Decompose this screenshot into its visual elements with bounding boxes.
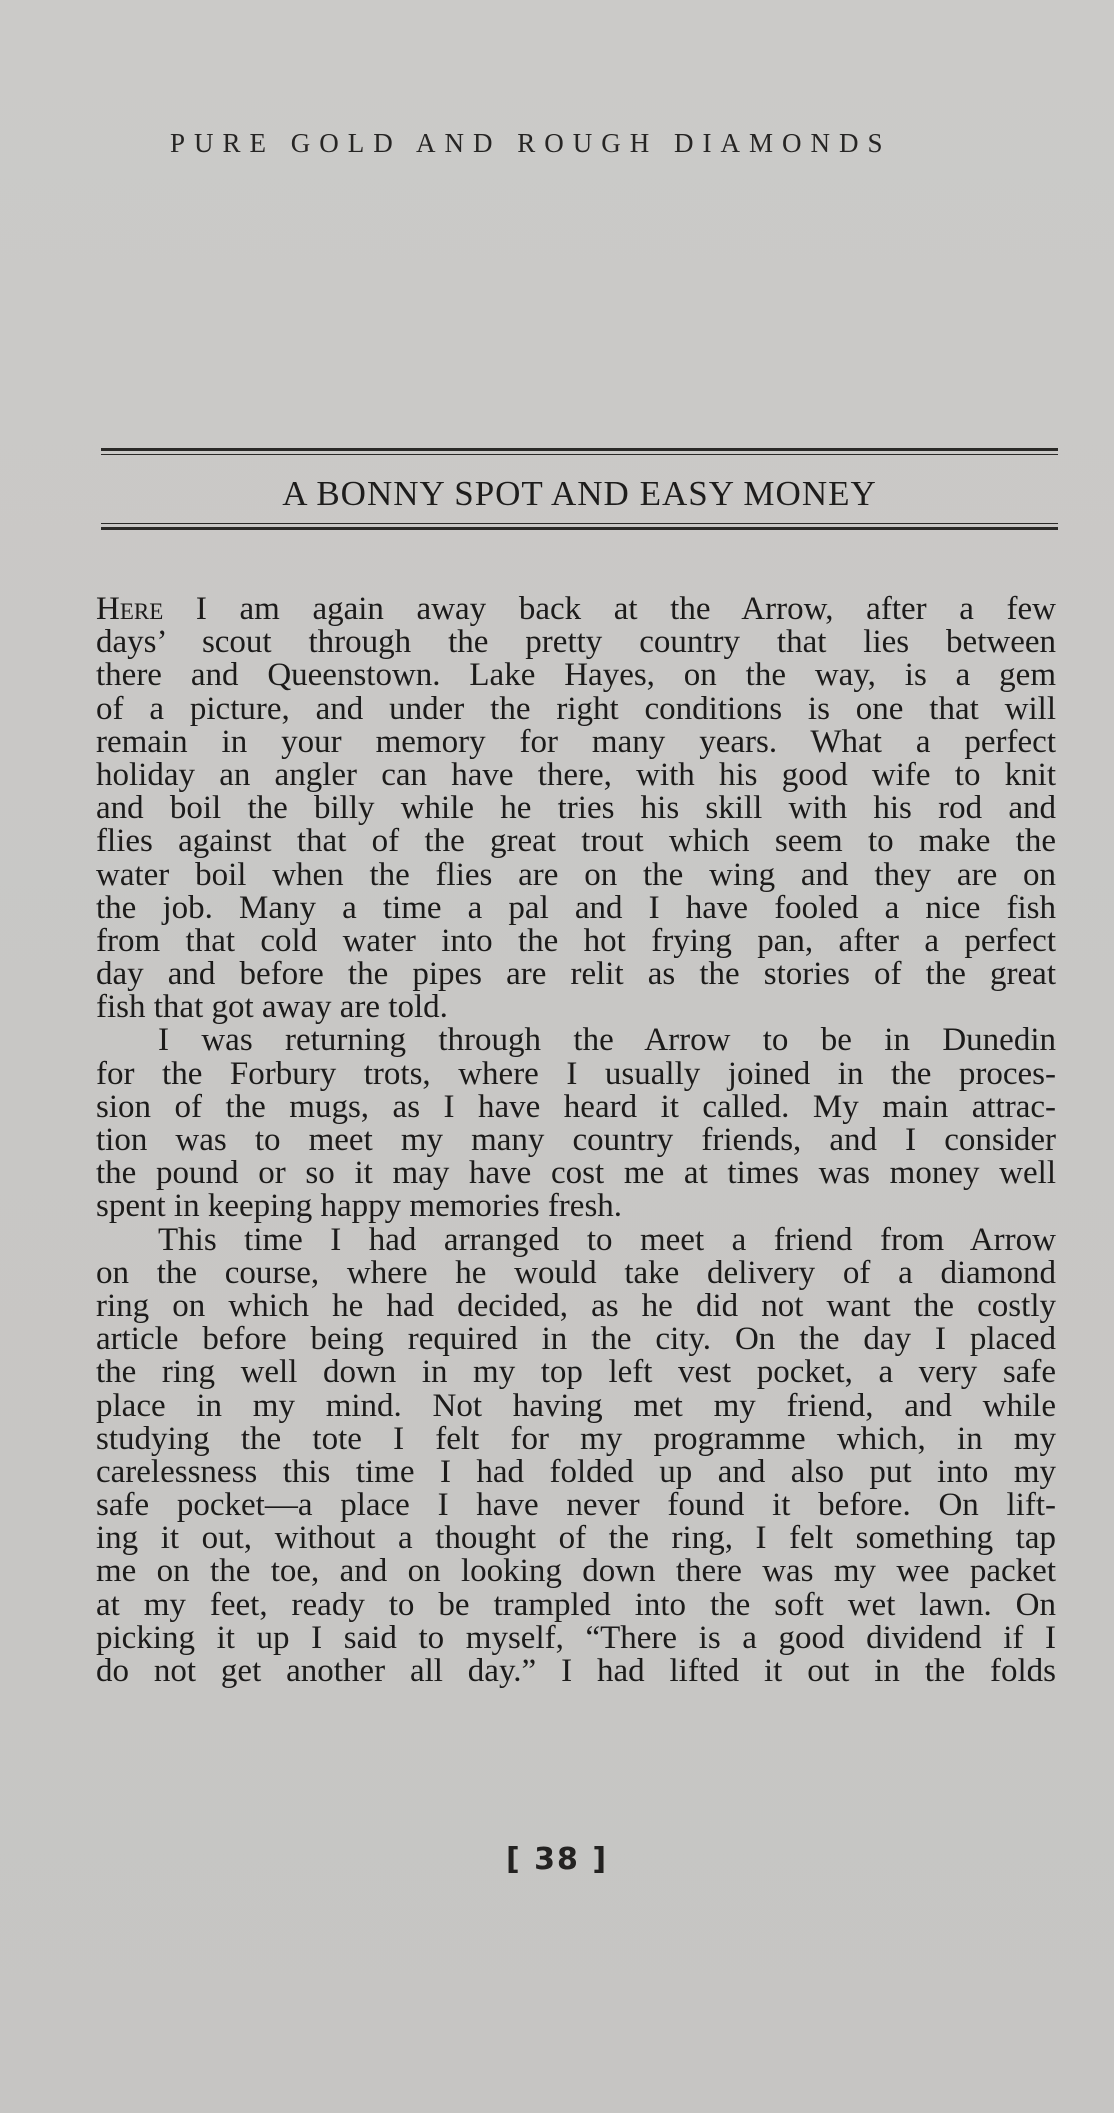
body-text [96,593,1056,1688]
text-line: sion of the mugs, as I have heard it called. My main attrac- [96,1090,1056,1124]
text-line: safe pocket—a place I have never found it before. On lift- [96,1489,1056,1523]
line-text: I am again away back at the Arrow, after a few [163,593,1056,627]
text-line: ing it out, without a thought of the ring, I felt something tap [96,1522,1056,1556]
text-line: holiday an angler can have there, with his good wife to knit [96,758,1056,793]
rule-thin [101,454,1058,455]
text-line: from that cold water into the hot frying pan, after a perfect [96,924,1056,959]
text-line: This time I had arranged to meet a friend from Arrow [158,1223,1056,1257]
text-line: I was returning through the Arrow to be in Dunedin [158,1024,1056,1058]
text-line: place in my mind. Not having met my friend, and while [96,1389,1056,1423]
rule-thick [101,448,1058,451]
rule-thick [101,527,1058,530]
text-line: the ring well down in my top left vest pocket, a very safe [96,1356,1056,1390]
text-line: water boil when the flies are on the wing and they are on [96,858,1056,892]
rule-thin [101,523,1058,524]
text-line: days’ scout through the pretty country that lies between [96,626,1056,660]
text-line: studying the tote I felt for my programme which, in my [96,1422,1056,1456]
text-line: the pound or so it may have cost me at times was money well [96,1157,1056,1191]
bottom-double-rule [101,523,1058,533]
text-line: do not get another all day.” I had lifted it out in the folds [96,1655,1056,1689]
running-head: PURE GOLD AND ROUGH DIAMONDS [170,128,892,158]
text-line: spent in keeping happy memories fresh. [96,1190,623,1224]
text-line: on the course, where he would take delivery of a diamond [96,1256,1056,1290]
text-line: carelessness this time I had folded up and also put into my [96,1455,1056,1490]
page-number: [ 38 ] [505,1842,609,1877]
text-line: at my feet, ready to be trampled into the soft wet lawn. On [96,1588,1056,1622]
text-line: flies against that of the great trout which seem to make the [96,825,1056,859]
opening-word: Here [96,593,164,627]
text-line: of a picture, and under the right conditions is one that will [96,692,1056,726]
chapter-title: A BONNY SPOT AND EASY MONEY [282,474,877,513]
text-line: remain in your memory for many years. What a perfect [96,725,1056,759]
text-line: the job. Many a time a pal and I have fooled a nice fish [96,891,1056,925]
text-line: tion was to meet my many country friends, and I consider [96,1124,1056,1158]
text-line: for the Forbury trots, where I usually joined in the proces- [96,1057,1056,1091]
text-line: article before being required in the city. On the day I placed [96,1323,1056,1357]
text-line [96,593,1056,626]
text-line: ring on which he had decided, as he did not want the costly [96,1289,1056,1324]
text-line: there and Queenstown. Lake Hayes, on the way, is a gem [96,659,1056,693]
text-line: and boil the billy while he tries his skill with his rod and [96,792,1056,826]
text-line: me on the toe, and on looking down there was my wee packet [96,1555,1056,1589]
text-line: picking it up I said to myself, “There is a good dividend if I [96,1621,1056,1655]
top-double-rule [101,448,1058,458]
text-line: fish that got away are told. [96,991,448,1025]
text-line: day and before the pipes are relit as the stories of the great [96,958,1056,992]
